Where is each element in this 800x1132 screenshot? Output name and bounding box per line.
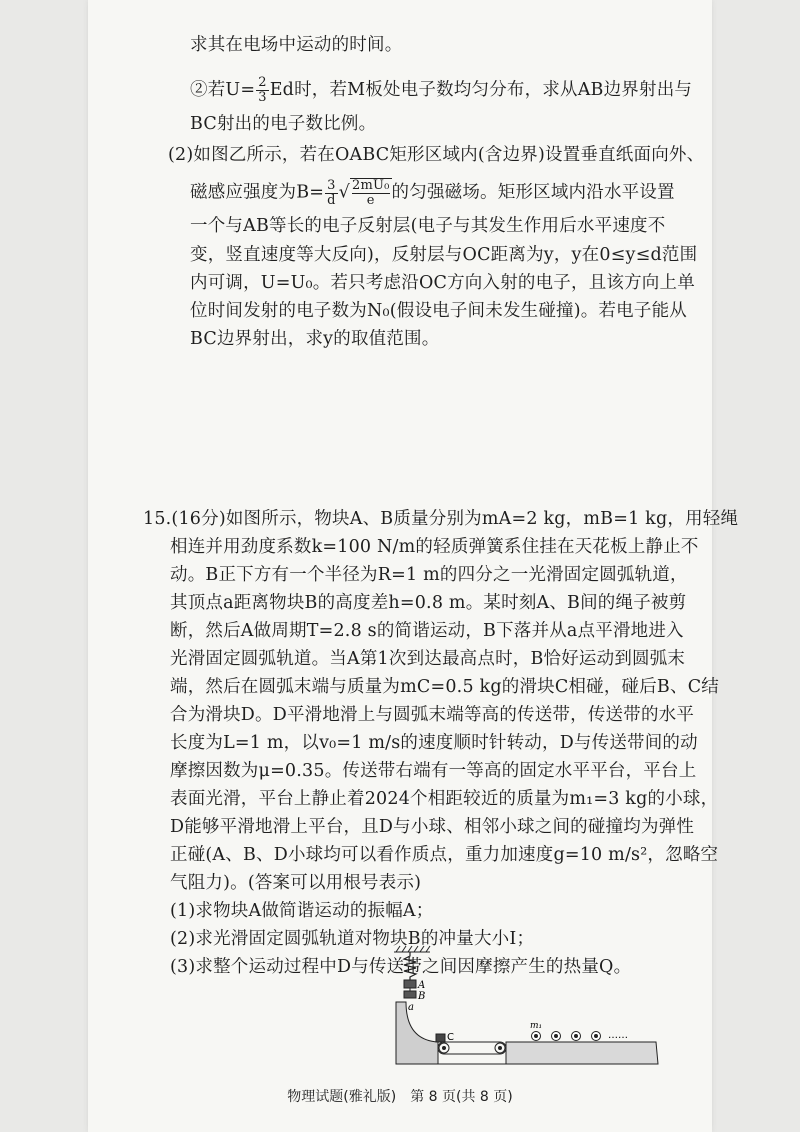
ceiling <box>394 946 430 952</box>
text-line: 一个与AB等长的电子反射层(电子与其发生作用后水平速度不 <box>190 216 666 236</box>
question-15-line: 断，然后A做周期T=2.8 s的简谐运动，B下落并从a点平滑地进入 <box>170 621 684 641</box>
fraction-denominator: d <box>327 192 336 208</box>
page-footer: 物理试题(雅礼版) 第 8 页(共 8 页) <box>287 1089 513 1105</box>
dots-ellipsis: …… <box>608 1030 628 1041</box>
question-15-line: 其顶点a距离物块B的高度差h=0.8 m。某时刻A、B间的绳子被剪 <box>170 593 687 613</box>
label-b: B <box>418 991 426 1002</box>
question-15-line: 表面光滑，平台上静止着2024个相距较近的质量为m₁=3 kg的小球， <box>170 789 719 809</box>
question-15-line: 光滑固定圆弧轨道。当A第1次到达最高点时，B恰好运动到圆弧末 <box>170 649 686 669</box>
question-15-line: 正碰(A、B、D小球均可以看作质点，重力加速度g=10 m/s²，忽略空 <box>170 845 719 865</box>
sqrt-fraction <box>350 178 392 208</box>
label-m1: m₁ <box>530 1021 543 1031</box>
question-15-line: D能够平滑地滑上平台，且D与小球、相邻小球之间的碰撞均为弹性 <box>170 817 695 837</box>
fraction <box>325 179 337 208</box>
platform <box>506 1042 658 1064</box>
sub-question-3: (3)求整个运动过程中D与传送带之间因摩擦产生的热量Q。 <box>170 957 632 977</box>
question-15-line: 合为滑块D。D平滑地滑上与圆弧末端等高的传送带，传送带的水平 <box>170 705 695 725</box>
fraction-denominator: 3 <box>258 90 267 105</box>
label-c: C <box>447 1032 454 1043</box>
question-15-line: 相连并用劲度系数k=100 N/m的轻质弹簧系住挂在天花板上静止不 <box>170 537 699 557</box>
text-fragment: 磁感应强度为B= <box>190 182 325 203</box>
text-line <box>190 76 692 105</box>
fraction-numerator: 2 <box>258 75 267 90</box>
text-fragment: 的匀强磁场。矩形区域内沿水平设置 <box>391 182 675 203</box>
question-15-line: 气阻力)。(答案可以用根号表示) <box>170 873 422 893</box>
block-b <box>404 991 416 998</box>
text-line: 内可调，U=U₀。若只考虑沿OC方向入射的电子，且该方向上单 <box>190 273 695 293</box>
fraction-numerator: 3 <box>327 177 336 193</box>
text-line: 变，竖直速度等大反向)，反射层与OC距离为y，y在0≤y≤d范围 <box>190 245 698 265</box>
physics-diagram <box>378 942 668 1072</box>
question-15-line: 15.(16分)如图所示，物块A、B质量分别为mA=2 kg，mB=1 kg，用轻绳 <box>143 509 739 529</box>
fraction <box>256 76 268 105</box>
question-15-line: 动。B正下方有一个半径为R=1 m的四分之一光滑固定圆弧轨道， <box>170 565 688 585</box>
balls <box>532 1032 601 1041</box>
text-fragment: Ed时，若M板处电子数均匀分布，求从AB边界射出与 <box>269 80 693 100</box>
label-a-point: a <box>408 1002 414 1013</box>
question-15-line: 长度为L=1 m，以v₀=1 m/s的速度顺时针转动，D与传送带间的动 <box>170 733 698 753</box>
text-line: 求其在电场中运动的时间。 <box>190 35 403 55</box>
block-c <box>436 1034 445 1042</box>
spring <box>404 952 416 980</box>
block-a <box>404 980 416 988</box>
text-fragment: ②若U= <box>190 80 256 100</box>
text-line: 位时间发射的电子数为N₀(假设电子间未发生碰撞)。若电子能从 <box>190 301 687 321</box>
sqrt-denominator: e <box>366 193 375 208</box>
label-a-upper: A <box>418 980 426 991</box>
text-line: BC射出的电子数比例。 <box>190 114 377 134</box>
text-line: BC边界射出，求y的取值范围。 <box>190 329 440 349</box>
sqrt-numerator: 2mU₀ <box>351 178 390 193</box>
sqrt-sign: √ <box>338 182 350 203</box>
sub-question-1: (1)求物块A做简谐运动的振幅A； <box>170 901 434 921</box>
question-15-line: 端，然后在圆弧末端与质量为mC=0.5 kg的滑块C相碰，碰后B、C结 <box>170 677 719 697</box>
arc-track <box>396 1002 438 1064</box>
conveyor-belt <box>438 1042 506 1054</box>
text-line: (2)如图乙所示，若在OABC矩形区域内(含边界)设置垂直纸面向外、 <box>168 145 705 165</box>
sub-question-2: (2)求光滑固定圆弧轨道对物块B的冲量大小I； <box>170 929 535 949</box>
question-15-line: 摩擦因数为μ=0.35。传送带右端有一等高的固定水平平台，平台上 <box>170 761 697 781</box>
text-line <box>190 178 675 208</box>
